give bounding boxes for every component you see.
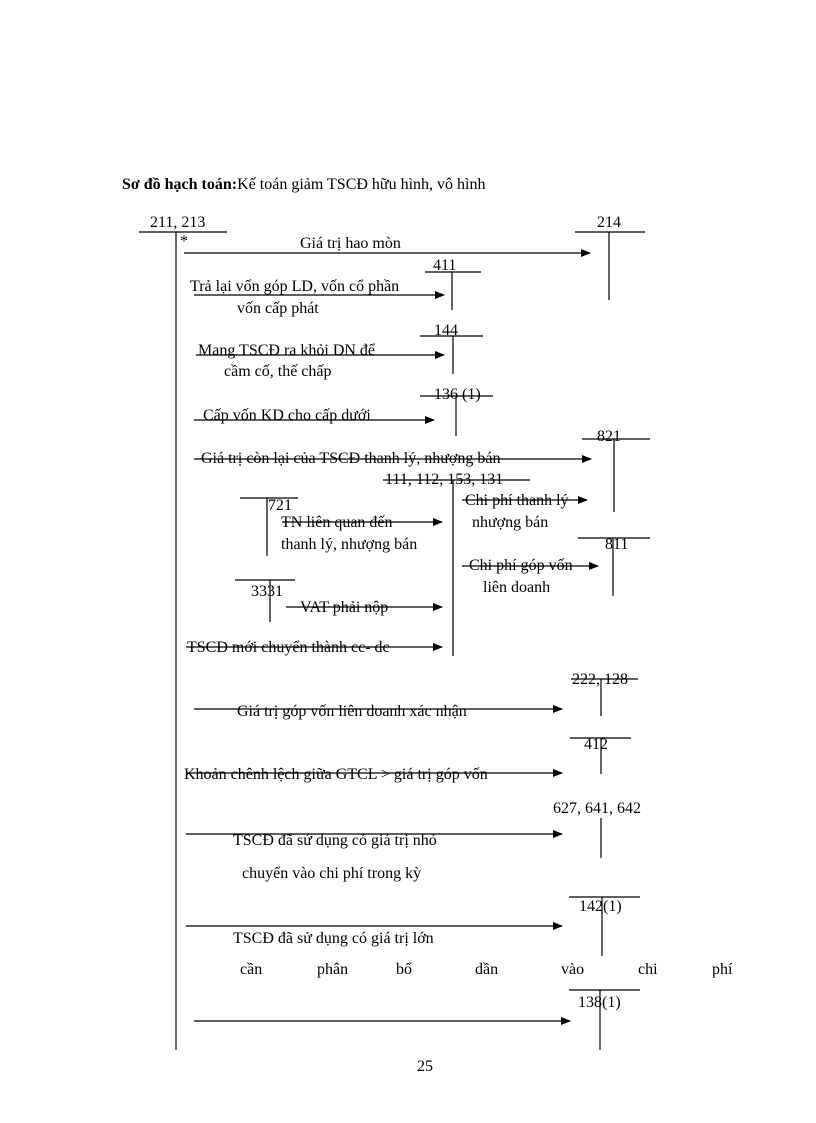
account-111-label: 111, 112, 153, 131 bbox=[385, 471, 504, 488]
account-411-label: 411 bbox=[433, 257, 457, 274]
label-lon-2-word: cần bbox=[240, 961, 263, 978]
account-627-label: 627, 641, 642 bbox=[553, 800, 641, 817]
label-nho-2: chuyển vào chi phí trong kỳ bbox=[242, 865, 422, 882]
label-vat: VAT phải nộp bbox=[300, 599, 389, 616]
label-lon-2-word: phí bbox=[712, 961, 733, 978]
account-142-label: 142(1) bbox=[579, 898, 622, 915]
account-721-label: 721 bbox=[268, 497, 292, 514]
page-number: 25 bbox=[417, 1058, 433, 1075]
label-tscd-moi: TSCĐ mới chuyển thành cc- dc bbox=[187, 639, 390, 656]
label-gop-von: Giá trị góp vốn liên doanh xác nhận bbox=[237, 703, 467, 720]
account-214-label: 214 bbox=[597, 214, 621, 231]
label-khoan-chenh: Khoản chênh lệch giữa GTCL > giá trị góp vốn bbox=[184, 766, 488, 783]
account-211-213-label: 211, 213 bbox=[150, 214, 206, 231]
label-lon-2-word: dần bbox=[475, 961, 499, 978]
label-mang-2: cầm cố, thế chấp bbox=[224, 363, 332, 380]
label-tn-2: thanh lý, nhượng bán bbox=[281, 536, 418, 553]
account-3331-label: 3331 bbox=[251, 583, 283, 600]
account-412-label: 412 bbox=[584, 736, 608, 753]
label-lon-2-word: chi bbox=[638, 961, 658, 978]
label-tra-lai-1: Trả lại vốn góp LD, vốn cổ phần bbox=[190, 278, 400, 295]
account-821-label: 821 bbox=[597, 428, 621, 445]
label-chi-phi-tl-2: nhượng bán bbox=[472, 514, 549, 531]
label-hao-mon: Giá trị hao mòn bbox=[300, 235, 401, 252]
account-144-label: 144 bbox=[434, 322, 458, 339]
label-gia-tri-con-lai: Giá trị còn lại của TSCĐ thanh lý, nhượng bán bbox=[201, 450, 501, 467]
label-chi-phi-gop-2: liên doanh bbox=[483, 579, 551, 596]
label-lon-1: TSCĐ đã sử dụng có giá trị lớn bbox=[233, 930, 434, 947]
label-lon-2-word: bổ bbox=[396, 961, 412, 978]
asterisk-mark: * bbox=[180, 233, 188, 250]
label-nho-1: TSCĐ đã sử dụng có giá trị nhỏ bbox=[233, 832, 437, 849]
label-cap-von: Cấp vốn KD cho cấp dưới bbox=[203, 407, 371, 424]
diagram-heading: Sơ đồ hạch toán:Kế toán giảm TSCĐ hữu hình, vô hình bbox=[122, 176, 486, 193]
label-chi-phi-tl-1: Chi phí thanh lý bbox=[465, 492, 569, 509]
label-chi-phi-gop-1: Chi phí góp vốn bbox=[469, 557, 573, 574]
label-lon-2-word: vào bbox=[561, 961, 585, 978]
label-tn-1: TN liên quan đến bbox=[281, 514, 393, 531]
label-mang-1: Mang TSCĐ ra khỏi DN để bbox=[198, 342, 376, 359]
label-lon-2-word: phân bbox=[317, 961, 349, 978]
account-138-label: 138(1) bbox=[578, 994, 621, 1011]
account-136-label: 136 (1) bbox=[434, 386, 481, 403]
account-222-label: 222, 128 bbox=[572, 671, 628, 688]
account-811-label: 811 bbox=[605, 536, 629, 553]
label-tra-lai-2: vốn cấp phát bbox=[237, 300, 319, 317]
